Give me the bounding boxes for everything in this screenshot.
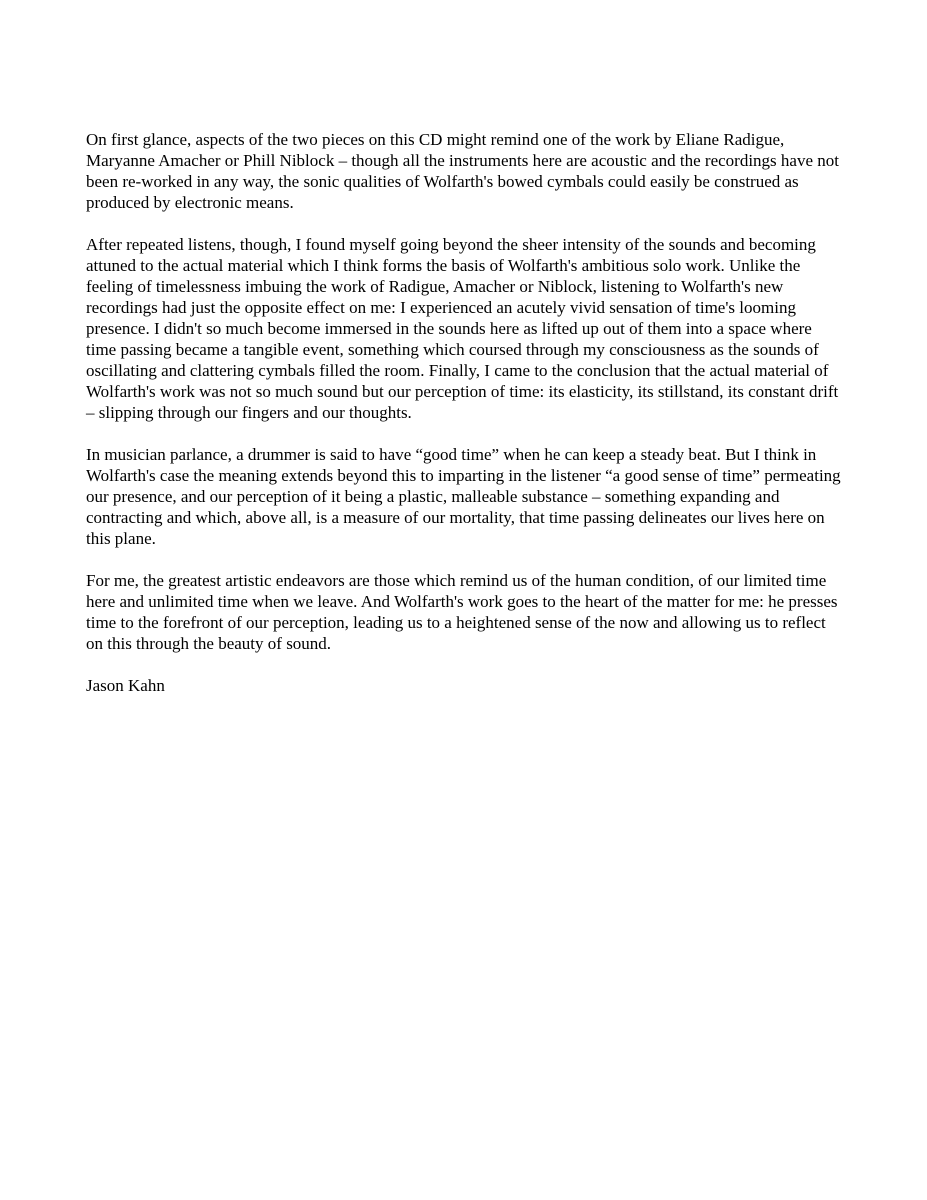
paragraph-2: After repeated listens, though, I found myself going beyond the sheer intensity of the sounds and becoming attuned to the actual material which I think forms the basis of Wolfarth's ambitious solo work. Unlike the feeling of timelessness imbuing the work of Radigue, Amacher or Niblock, listening to Wolfarth's new recordings had just the opposite effect on me: I experienced an acutely vivid sensation of time's looming presence. I didn't so much become immersed in the sounds here as lifted up out of them into a space where time passing became a tangible event, something which coursed through my consciousness as the sounds of oscillating and clattering cymbals filled the room. Finally, I came to the conclusion that the actual material of Wolfarth's work was not so much sound but our perception of time: its elasticity, its stillstand, its constant drift – slipping through our fingers and our thoughts. [86, 235, 839, 422]
signature: Jason Kahn [86, 676, 165, 695]
paragraph-4: For me, the greatest artistic endeavors are those which remind us of the human condition, of our limited time here and unlimited time when we leave. And Wolfarth's work goes to the heart of the matter for me: he presses time to the forefront of our perception, leading us to a heightened sense of the now and allowing us to reflect on this through the beauty of sound. [86, 571, 838, 653]
review-text-block [86, 129, 844, 696]
paragraph-1: On first glance, aspects of the two pieces on this CD might remind one of the work by Eliane Radigue, Maryanne Amacher or Phill Niblock – though all the instruments here are acoustic and the recordings have not been re-worked in any way, the sonic qualities of Wolfarth's bowed cymbals could easily be construed as produced by electronic means. [86, 130, 839, 212]
paragraph-3: In musician parlance, a drummer is said to have “good time” when he can keep a steady beat. But I think in Wolfarth's case the meaning extends beyond this to imparting in the listener “a good sense of time” permeating our presence, and our perception of it being a plastic, malleable substance – something expanding and contracting and which, above all, is a measure of our mortality, that time passing delineates our lives here on this plane. [86, 445, 841, 548]
